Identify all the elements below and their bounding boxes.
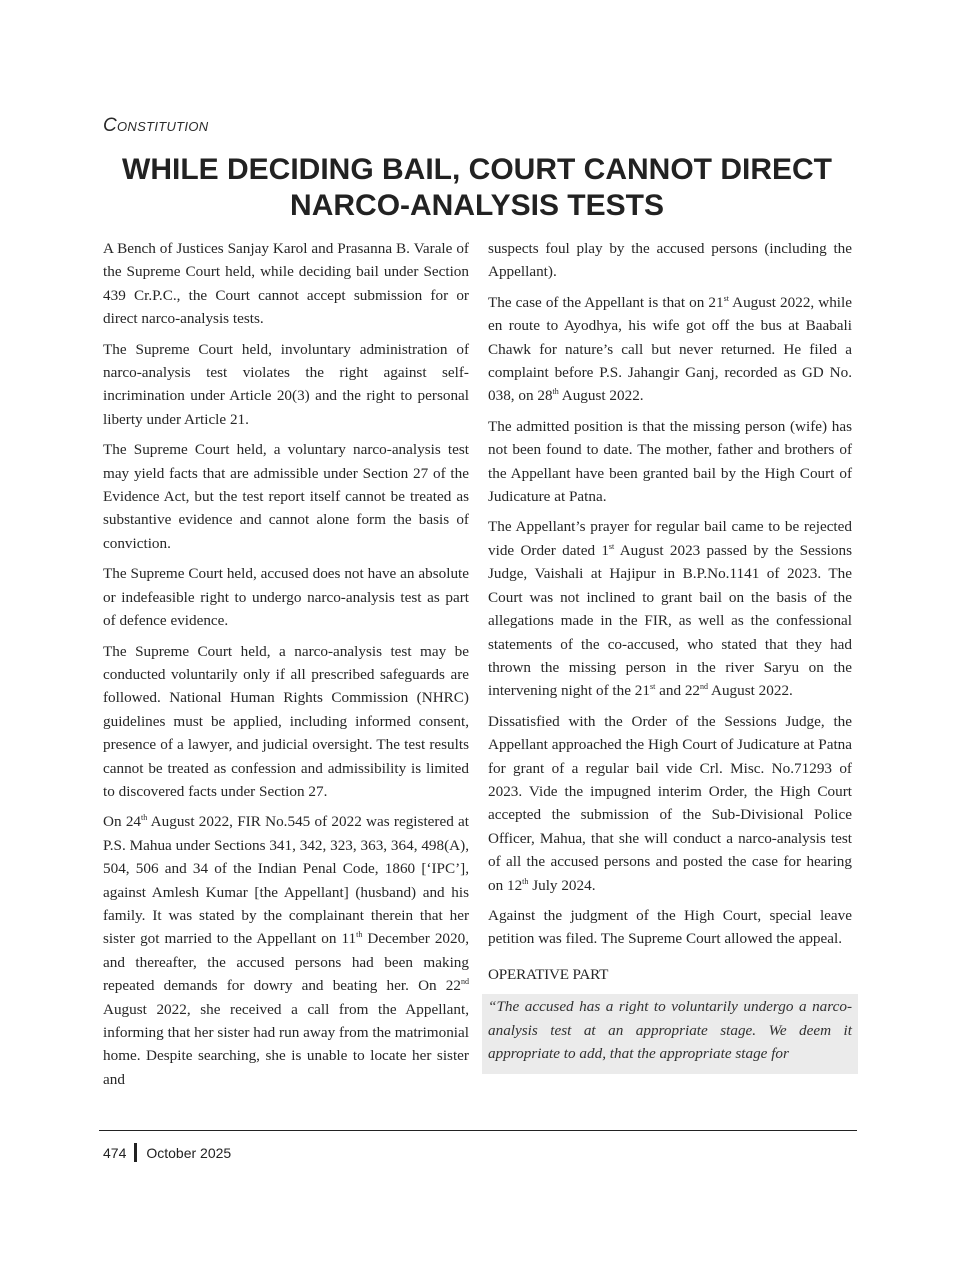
ordinal-suffix: th bbox=[522, 876, 529, 886]
left-column bbox=[103, 237, 469, 1098]
paragraph-no-absolute-right: The Supreme Court held, accused does not have an absolute or indefeasible right to undergo narco-analysis test as part of defence evidence. bbox=[103, 565, 469, 630]
text-run: August 2022, FIR No.545 of 2022 was registered at P.S. Mahua under Sections 341, 342, 323, 363, 364, 498(A), 504, 506 and 34 of the Indian Penal Code, 1860 [‘IPC’], against Amlesh Kumar [the Appellant] (husband) and his family. It was stated by the complainant therein that her sister got married to the Appellant on 11 bbox=[103, 813, 470, 948]
ordinal-suffix: nd bbox=[700, 682, 709, 692]
text-run: The Appellant’s prayer for regular bail came to be rejected vide Order dated 1 bbox=[488, 518, 852, 559]
ordinal-suffix: st bbox=[608, 541, 615, 551]
operative-quote bbox=[482, 994, 858, 1074]
ordinal-suffix: th bbox=[552, 387, 559, 397]
footer-divider bbox=[134, 1143, 137, 1162]
article-headline: WHILE DECIDING BAIL, COURT CANNOT DIRECT NARCO-ANALYSIS TESTS bbox=[122, 153, 832, 222]
paragraph-appeal-allowed: Against the judgment of the High Court, special leave petition was filed. The Supreme Court allowed the appeal. bbox=[488, 906, 852, 948]
text-run: August 2022, she received a call from the Appellant, informing that her sister had run away from the matrimonial home. Despite searching, she is unable to locate her sister and bbox=[103, 1000, 469, 1088]
operative-part-heading: OPERATIVE PART bbox=[488, 965, 609, 983]
ordinal-suffix: st bbox=[723, 293, 729, 303]
footer-rule bbox=[99, 1130, 857, 1131]
paragraph-involuntary: The Supreme Court held, involuntary administration of narco-analysis test violates the right against self-incrimination under Article 20(3) and the right to personal liberty under Article 21. bbox=[103, 340, 469, 428]
page-footer bbox=[103, 1143, 231, 1162]
text-run: August 2022. bbox=[558, 387, 644, 405]
ordinal-suffix: st bbox=[649, 682, 656, 692]
text-run: August 2023 passed by the Sessions Judge, Vaishali at Hajipur in B.P.No.1141 of 2023. The Court was not inclined to grant bail on the basis of the allegations made in the FIR, as well as the confessional statements of the co-accused, who stated that they had thrown the missing person in the river Saryu on the intervening night of the 21 bbox=[488, 541, 852, 700]
paragraph-high-court bbox=[488, 710, 852, 897]
page-number: 474 bbox=[103, 1144, 127, 1161]
paragraph-bench: A Bench of Justices Sanjay Karol and Prasanna B. Varale of the Supreme Court held, while deciding bail under Section 439 Cr.P.C., the Court cannot accept submission for or direct narco-analysis tests. bbox=[103, 240, 469, 328]
text-run: On 24 bbox=[103, 813, 142, 831]
text-run: and 22 bbox=[655, 682, 701, 700]
paragraph-foul-play: suspects foul play by the accused persons (including the Appellant). bbox=[488, 240, 852, 281]
text-run: December 2020, and thereafter, the accused persons had been making repeated demands for dowry and beating her. On 22 bbox=[103, 930, 470, 995]
paragraph-case-of-appellant bbox=[488, 291, 852, 408]
paragraph-voluntary: The Supreme Court held, a voluntary narco-analysis test may yield facts that are admissible under Section 27 of the Evidence Act, but the test report itself cannot be treated as substantive evidence and cannot alone form the basis of conviction. bbox=[103, 441, 469, 552]
text-run: August 2022. bbox=[708, 682, 793, 700]
ordinal-suffix: th bbox=[141, 813, 148, 823]
right-column bbox=[488, 237, 852, 1074]
ordinal-suffix: nd bbox=[461, 977, 469, 987]
text-run: July 2024. bbox=[528, 876, 596, 894]
issue-date: October 2025 bbox=[146, 1144, 232, 1161]
text-run: August 2022, while en route to Ayodhya, his wife got off the bus at Baabali Chawk for nature’s call but never returned. He filed a complaint before P.S. Jahangir Ganj, recorded as GD No. 038, on 28 bbox=[488, 293, 852, 405]
text-run: Dissatisfied with the Order of the Sessions Judge, the Appellant approached the High Court of Judicature at Patna for grant of a regular bail vide Crl. Misc. No.71293 of 2023. Vide the impugned interim Order, the High Court accepted the submission of the Sub-Divisional Police Officer, Mahua, that she will conduct a narco-analysis test of all the accused persons and posted the case for hearing on 12 bbox=[488, 712, 852, 894]
paragraph-safeguards: The Supreme Court held, a narco-analysis test may be conducted voluntarily only if all prescribed safeguards are followed. National Human Rights Commission (NHRC) guidelines must be applied, including informed consent, presence of a lawyer, and judicial oversight. The test results cannot be treated as confession and admissibility is limited to discovered facts under Section 27. bbox=[103, 642, 469, 800]
quote-text: “The accused has a right to voluntarily undergo a narco-analysis test at an appropriate stage. We deem it appropriate to add, that the appropriate stage for bbox=[488, 998, 852, 1062]
paragraph-bail-rejected bbox=[488, 515, 852, 702]
paragraph-admitted-position: The admitted position is that the missing person (wife) has not been found to date. The mother, father and brothers of the Appellant have been granted bail by the High Court of Judicature at Patna. bbox=[488, 417, 852, 506]
section-kicker: Constitution bbox=[103, 115, 209, 136]
text-run: The case of the Appellant is that on 21 bbox=[488, 293, 724, 311]
paragraph-fir bbox=[103, 810, 469, 1091]
ordinal-suffix: th bbox=[356, 930, 363, 940]
